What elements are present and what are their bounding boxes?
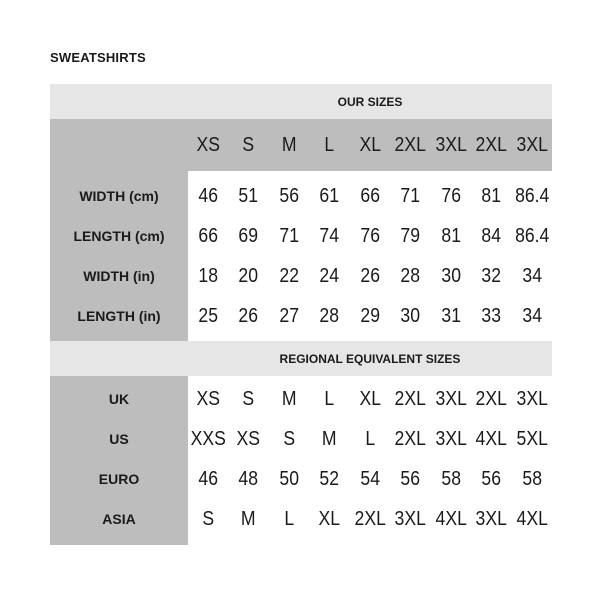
size-header-cell: S	[242, 133, 255, 156]
measurement-value-cell: 66	[360, 184, 380, 207]
measurement-value-cell: 81	[441, 224, 461, 247]
measurement-row-cells	[188, 296, 552, 336]
measurement-value-cell: 24	[319, 264, 340, 287]
measurement-value-cell: 22	[279, 264, 299, 287]
measurement-row-cells	[188, 256, 552, 296]
regional-value-cell: XS	[236, 427, 261, 450]
regional-value-cell: 52	[319, 467, 340, 490]
our-sizes-band	[50, 84, 552, 119]
measurement-row	[50, 216, 552, 256]
size-header-cell: 3XL	[516, 133, 548, 156]
regional-row-cells	[188, 499, 552, 539]
measurement-value-cell: 31	[441, 304, 461, 327]
regional-value-cell: M	[241, 507, 256, 530]
regional-value-cell: XS	[196, 387, 220, 410]
measurement-value-cell: 26	[238, 304, 259, 327]
regional-value-cell: 3XL	[435, 387, 467, 410]
size-header-cell: XS	[196, 133, 220, 156]
regional-value-cell: L	[284, 507, 294, 530]
measurement-value-cell: 56	[279, 184, 299, 207]
measurement-value-cell: 26	[360, 264, 380, 287]
measurement-row	[50, 296, 552, 336]
measurement-value-cell: 28	[319, 304, 340, 327]
measurement-row-label: WIDTH (in)	[50, 256, 188, 296]
header-cells	[188, 119, 552, 171]
regional-value-cell: S	[283, 427, 295, 450]
measurement-value-cell: 71	[279, 224, 299, 247]
size-header-cell: L	[324, 133, 335, 156]
measurement-value-cell: 25	[198, 304, 219, 327]
regional-value-cell: 2XL	[475, 387, 507, 410]
regional-row-label: US	[50, 419, 188, 459]
regional-value-cell: 3XL	[516, 387, 548, 410]
regional-value-cell: 58	[521, 467, 542, 490]
measurement-value-cell: 79	[400, 224, 421, 247]
regional-section	[50, 376, 552, 545]
measurement-value-cell: 84	[481, 224, 502, 247]
measurement-value-cell: 66	[198, 224, 219, 247]
regional-value-cell: 4XL	[435, 507, 467, 530]
measurement-value-cell: 30	[400, 304, 421, 327]
page-title: SWEATSHIRTS	[50, 50, 146, 65]
regional-value-cell: 58	[441, 467, 461, 490]
regional-row-cells	[188, 419, 552, 459]
size-chart-table	[50, 84, 552, 545]
measurement-value-cell: 81	[481, 184, 502, 207]
measurements-section	[50, 171, 552, 341]
measurement-value-cell: 86.4	[514, 224, 549, 247]
regional-value-cell: 48	[238, 467, 259, 490]
measurement-value-cell: 34	[521, 304, 542, 327]
measurement-value-cell: 51	[238, 184, 259, 207]
size-header-cell: 2XL	[394, 133, 427, 156]
measurement-row-label: WIDTH (cm)	[50, 176, 188, 216]
regional-row-label: UK	[50, 379, 188, 419]
measurement-value-cell: 29	[360, 304, 380, 327]
regional-value-cell: 2XL	[394, 427, 427, 450]
regional-row	[50, 499, 552, 539]
regional-value-cell: 56	[481, 467, 502, 490]
regional-value-cell: XXS	[190, 427, 226, 450]
regional-value-cell: 2XL	[354, 507, 386, 530]
measurement-value-cell: 27	[279, 304, 299, 327]
regional-value-cell: 4XL	[475, 427, 507, 450]
regional-row-cells	[188, 379, 552, 419]
measurement-row	[50, 256, 552, 296]
regional-row-label: EURO	[50, 459, 188, 499]
measurement-value-cell: 46	[198, 184, 219, 207]
regional-row	[50, 419, 552, 459]
regional-value-cell: 3XL	[475, 507, 507, 530]
regional-row	[50, 459, 552, 499]
regional-value-cell: M	[322, 427, 337, 450]
measurement-value-cell: 28	[400, 264, 421, 287]
measurement-value-cell: 76	[360, 224, 380, 247]
regional-value-cell: 46	[198, 467, 219, 490]
regional-row-cells	[188, 459, 552, 499]
measurement-row-label: LENGTH (cm)	[50, 216, 188, 256]
measurement-value-cell: 20	[238, 264, 259, 287]
regional-value-cell: 56	[400, 467, 421, 490]
size-header-cell: 2XL	[475, 133, 507, 156]
measurement-value-cell: 32	[481, 264, 502, 287]
measurement-value-cell: 69	[238, 224, 259, 247]
measurement-value-cell: 76	[441, 184, 461, 207]
regional-band	[50, 341, 552, 376]
our-sizes-label: OUR SIZES	[337, 94, 403, 109]
size-header-cell: 3XL	[435, 133, 467, 156]
measurement-row-cells	[188, 216, 552, 256]
header-label-cell	[50, 119, 188, 171]
regional-value-cell: L	[324, 387, 335, 410]
measurement-row-label: LENGTH (in)	[50, 296, 188, 336]
size-header-row	[50, 119, 552, 171]
measurement-value-cell: 74	[319, 224, 340, 247]
regional-row	[50, 379, 552, 419]
measurement-value-cell: 71	[400, 184, 421, 207]
regional-value-cell: S	[202, 507, 215, 530]
measurement-row-cells	[188, 176, 552, 216]
regional-value-cell: 2XL	[394, 387, 427, 410]
measurement-value-cell: 61	[319, 184, 340, 207]
regional-value-cell: S	[242, 387, 255, 410]
regional-value-cell: XL	[359, 387, 381, 410]
measurement-value-cell: 33	[481, 304, 502, 327]
regional-value-cell: 3XL	[435, 427, 467, 450]
regional-value-cell: 5XL	[516, 427, 548, 450]
regional-label: REGIONAL EQUIVALENT SIZES	[279, 351, 461, 366]
measurement-value-cell: 86.4	[514, 184, 549, 207]
regional-value-cell: 4XL	[516, 507, 548, 530]
measurement-value-cell: 18	[198, 264, 219, 287]
regional-row-label: ASIA	[50, 499, 188, 539]
regional-value-cell: 54	[360, 467, 380, 490]
measurement-value-cell: 30	[441, 264, 461, 287]
regional-value-cell: M	[281, 387, 297, 410]
regional-value-cell: 50	[279, 467, 299, 490]
regional-value-cell: XL	[318, 507, 341, 530]
regional-value-cell: L	[365, 427, 375, 450]
measurement-value-cell: 34	[521, 264, 542, 287]
size-header-cell: XL	[359, 133, 381, 156]
regional-value-cell: 3XL	[394, 507, 427, 530]
size-header-cell: M	[281, 133, 297, 156]
measurement-row	[50, 176, 552, 216]
